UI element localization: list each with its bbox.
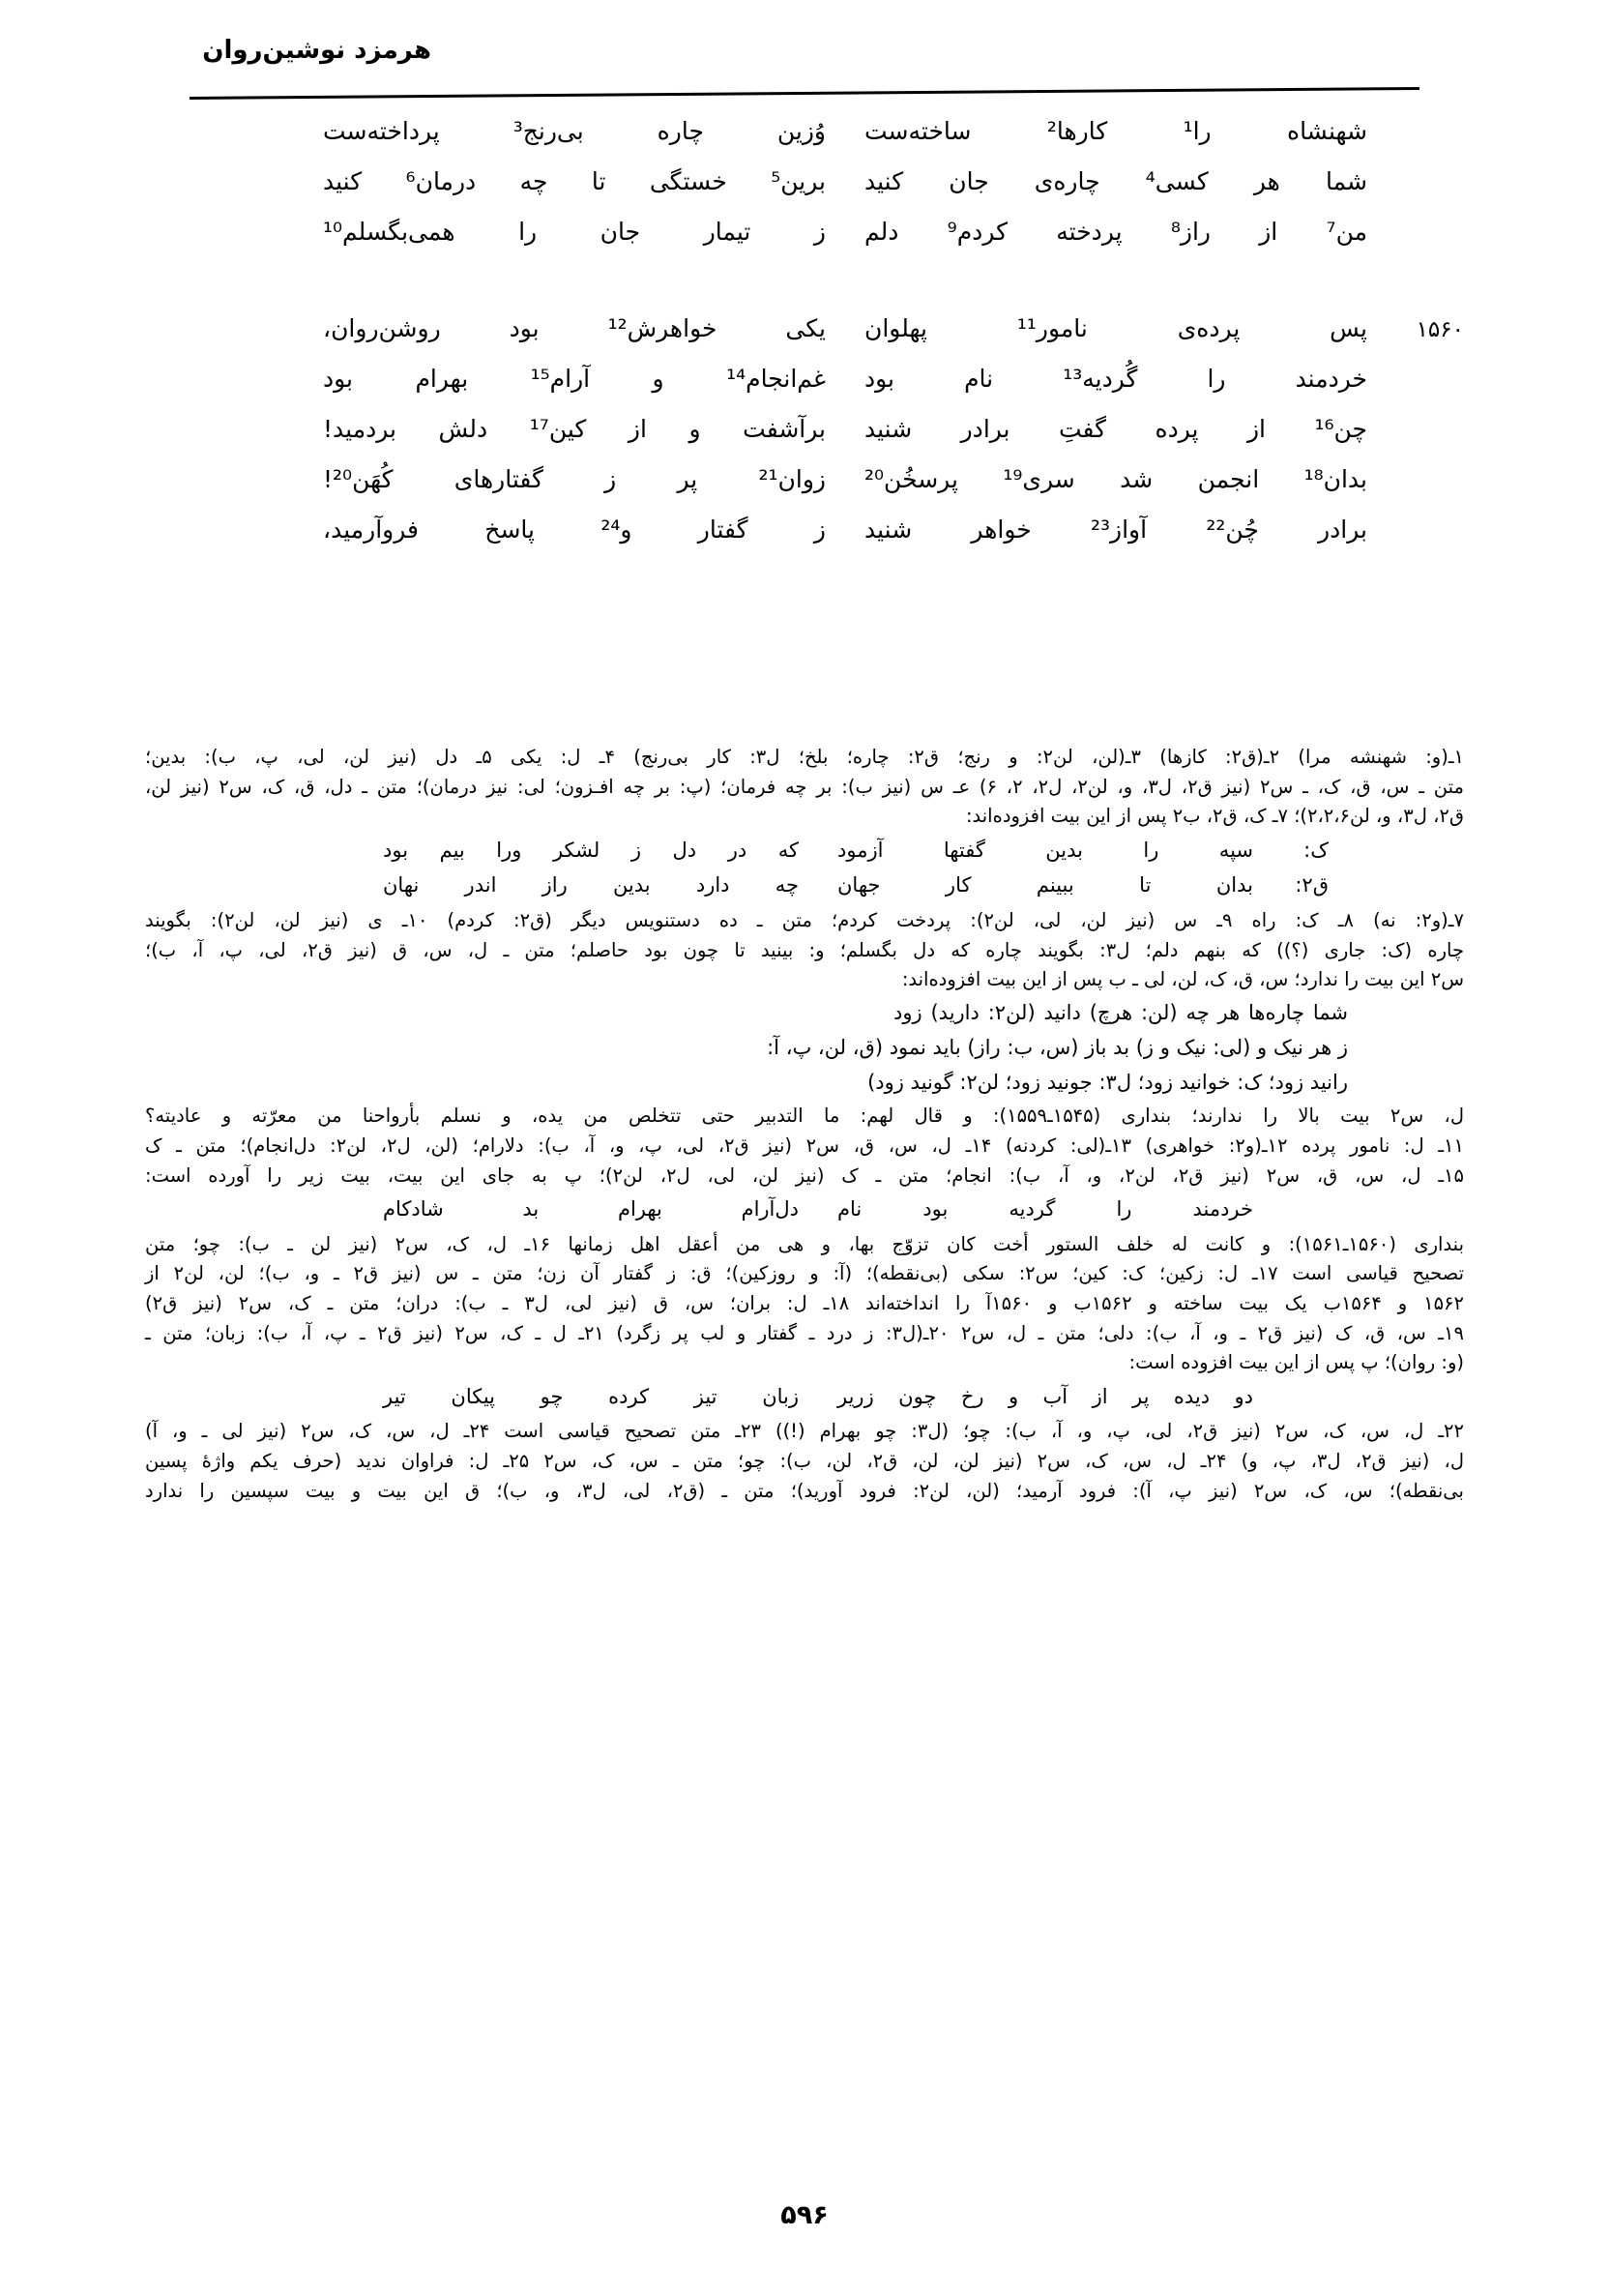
verse-group — [145, 313, 1464, 565]
quote-hemistich-left: چه دارد بدین راز اندر نهان — [383, 873, 799, 898]
critical-apparatus — [145, 743, 1464, 1506]
apparatus-line: ق۲، ل۳، و، لن۲،۲،۶)؛ ۷ـ ک، ق۲، ب۲ پس از این بیت افزوده‌اند: — [965, 805, 1464, 828]
verse-area — [145, 116, 1464, 611]
quote-witness-label: ق۲: — [1295, 873, 1329, 898]
running-head: هرمزد نوشین‌روان — [202, 36, 431, 65]
verse-line — [145, 464, 1464, 515]
hemistich-left: وُزین چاره بی‌رنج³ پرداخته‌ست — [323, 117, 826, 145]
header-rule — [190, 87, 1419, 100]
verse-line — [145, 364, 1464, 414]
hemistich-left: ز گفتار و²⁴ پاسخ فروآرمید، — [323, 515, 826, 544]
apparatus-line: ۱۱ـ ل: نامور پرده ۱۲ـ(و۲: خواهری) ۱۳ـ(لی: کردنه) ۱۴ـ ل، س، ق، س۲ (نیز ق۲، لی، پ، و، آ، ب): دلارام؛ (لن، ل۲، لن۲: دل‌انجام)؛ متن ـ ک — [145, 1134, 1464, 1158]
verse-line — [145, 116, 1464, 166]
quote-hemistich-left: زبان تیز کرده چو پیکان تیر — [383, 1384, 799, 1408]
hemistich-left: برین⁵ خستگی تا چه درمان⁶ کنید — [323, 167, 826, 195]
apparatus-quote-line — [145, 1194, 1464, 1225]
quote-hemistich-right: بدان تا ببینم کار جهان — [837, 873, 1253, 898]
verse-line — [145, 166, 1464, 217]
verse-group — [145, 116, 1464, 267]
quote-hemistich-right: سپه را بدین گفتها آزمود — [837, 838, 1253, 862]
verse-line — [145, 515, 1464, 565]
page-number: ۵۹۶ — [780, 2200, 829, 2230]
quote-hemistich-right: ز هر نیک و (لی: نیک و ز) بد باز (س، ب: راز) باید نمود (ق، لن، پ، آ: — [767, 1035, 1348, 1059]
quote-hemistich-right: دو دیده پر از آب و رخ چون زریر — [837, 1384, 1253, 1408]
hemistich-left: ز تیمار جان را همی‌بگسلم¹⁰ — [323, 218, 826, 246]
hemistich-right: بدان¹⁸ انجمن شد سری¹⁹ پرسخُن²⁰ — [864, 465, 1367, 493]
hemistich-right: شما هر کسی⁴ چاره‌ی جان کنید — [864, 167, 1367, 195]
apparatus-line: ۱۵۶۲ و ۱۵۶۴ب یک بیت ساخته و ۱۵۶۲ب و ۱۵۶۰آ را انداخته‌اند ۱۸ـ ل: بران؛ س، ق (نیز لی، ل۳ ـ ب): دران؛ متن ـ ک، س۲ (نیز ق۲) — [145, 1292, 1464, 1315]
quote-hemistich-left: که در دل ز لشکر ورا بیم بود — [383, 838, 799, 862]
quote-hemistich-right: رانید زود؛ ک: خوانید زود؛ ل۳: جونید زود؛ لن۲: گونید زود) — [867, 1070, 1348, 1094]
apparatus-line: ۱ـ(و: شهنشه مرا) ۲ـ(ق۲: کازها) ۳ـ(لن، لن۲: و رنج؛ ق۲: چاره؛ بلخ؛ ل۳: کار بی‌رنج) ۴ـ ل: یکی ۵ـ دل (نیز لن، لی، پ، ب): بدین؛ — [145, 746, 1465, 768]
hemistich-left: برآشفت و از کین¹⁷ دلش بردمید! — [323, 415, 827, 443]
apparatus-line: (و: روان)؛ پ پس از این بیت افزوده است: — [1128, 1351, 1464, 1374]
apparatus-quote-line — [145, 1068, 1464, 1099]
quote-hemistich-left: دل‌آرام بهرام بد شادکام — [383, 1197, 799, 1222]
hemistich-right: برادر چُن²² آواز²³ خواهر شنید — [864, 515, 1368, 544]
apparatus-line: ۱۹ـ س، ق، ک (نیز ق۲ ـ و، آ، ب): دلی؛ متن ـ ل، س۲ ۲۰ـ(ل۳: ز درد ـ گفتار و لب پر زگرد) ۲۱ـ ل ـ ک، س۲ (نیز ق۲ ـ پ، آ، ب): زبان؛ متن ـ — [145, 1321, 1464, 1344]
verse-number: ۱۵۶۰ — [1416, 317, 1464, 342]
hemistich-right: شهنشاه را¹ کارها² ساخته‌ست — [864, 117, 1367, 145]
quote-hemistich-right: خردمند را گردیه بود نام — [837, 1197, 1253, 1222]
apparatus-line: ل، س۲ بیت بالا را ندارند؛ بنداری (۱۵۴۵ـ۱۵۵۹): و قال لهم: ما التدبیر حتی تتخلص من یده، و نسلم بأرواحنا من معرّته و عادیته؟ — [145, 1104, 1464, 1128]
apparatus-line: ل، (نیز ق۲، ل۳، پ، و) ۲۴ـ ل، س، ک، س۲ (نیز لن، لن، ق۲، لن، ب): چو؛ متن ـ س، ک، س۲ ۲۵ـ ل: فراوان ندید (حرف یکم واژهٔ پسین — [145, 1450, 1464, 1473]
apparatus-line: س۲ این بیت را ندارد؛ س، ق، ک، لن، لی ـ ب پس از این بیت افزوده‌اند: — [901, 968, 1464, 991]
hemistich-right: چن¹⁶ از پرده گفتِ برادر شنید — [864, 415, 1367, 443]
hemistich-left: غم‌انجام¹⁴ و آرام¹⁵ بهرام بود — [323, 365, 826, 393]
apparatus-quote-line — [145, 870, 1464, 901]
quote-witness-label — [1253, 1194, 1464, 1225]
apparatus-line: ۲۲ـ ل، س، ک، س۲ (نیز ق۲، لی، پ، و، آ، ب): چو؛ (ل۳: چو بهرام (!)) ۲۳ـ متن تصحیح قیاسی است ۲۴ـ ل، س، ک، س۲ (نیز لی ـ و، آ) — [145, 1420, 1464, 1443]
hemistich-left: یکی خواهرش¹² بود روشن‌روان، — [323, 314, 826, 342]
quote-witness-label: ک: — [1303, 838, 1329, 862]
apparatus-quote-line — [145, 998, 1464, 1029]
apparatus-quote-line — [145, 1033, 1464, 1064]
apparatus-line: بنداری (۱۵۶۰ـ۱۵۶۱): و کانت له خلف الستور أخت کان تزوّج بها، و هی من أعقل اهل زمانها ۱۶ـ ل، ک، س۲ (نیز لن ـ ب): چو؛ متن — [145, 1232, 1464, 1255]
verse-line — [145, 414, 1464, 464]
apparatus-quote-line — [145, 1382, 1464, 1413]
page-header — [190, 37, 1419, 95]
quote-hemistich-right: شما چاره‌ها هر چه (لن: هرچ) دانید (لن۲: دارید) زود — [893, 1000, 1348, 1024]
apparatus-quote-line — [145, 836, 1464, 867]
apparatus-line: چاره (ک: جاری (؟)) که بنهم دلم؛ ل۳: بگویند چاره که دل بگسلم؛ و: بینید تا چون بود حاصلم؛ متن ـ ل، س، ق (نیز ق۲، لی، پ، آ، ب)؛ — [145, 938, 1464, 961]
hemistich-right: پس پرده‌ی نامور¹¹ پهلوان — [864, 314, 1367, 342]
apparatus-line: ۱۵ـ ل، س، ق، س۲ (نیز ق۲، لن۲، و، آ، ب): انجام؛ متن ـ ک (نیز لن، لی، ل۲، لن۲)؛ پ به جای این بیت، بیت زیر را آورده است: — [145, 1163, 1464, 1187]
apparatus-line: بی‌نقطه)؛ س، ک، س۲ (نیز پ، آ): فرود آرمید؛ (لن، لن۲: فرود آورید)؛ متن ـ (ق۲، لی، ل۳، و، ب)؛ ق این بیت و بیت سپسین را ندارد — [145, 1479, 1464, 1502]
apparatus-line: ۷ـ(و۲: نه) ۸ـ ک: راه ۹ـ س (نیز لن، لی، لن۲): پردخت کردم؛ متن ـ ده دستنویس دیگر (ق۲: کردم) ۱۰ـ ی (نیز لن، لن۲): بگویند — [145, 908, 1464, 931]
apparatus-line: تصحیح قیاسی است ۱۷ـ ل: زکین؛ ک: کین؛ س۲: سکی (بی‌نقطه)؛ (آ: و روزکین)؛ ق: ز گفتار آن زن؛ متن ـ س (نیز ق۲ ـ و، ب)؛ لن، لن۲ از — [145, 1262, 1465, 1285]
hemistich-right: خردمند را گُردیه¹³ نام بود — [864, 365, 1368, 393]
hemistich-left: زوان²¹ پر ز گفتارهای کُهَن²⁰! — [323, 465, 826, 493]
quote-witness-label — [1253, 1382, 1464, 1413]
verse-line — [145, 313, 1464, 364]
apparatus-line: متن ـ س، ق، ک، ـ س۲ (نیز ق۲، ل۳، و، لن۲، ل۲، ۲، ۶) عـ س (نیز ب): بر چه فرمان؛ (پ: بر چه افـزون؛ لی: نیز درمان)؛ متن ـ دل، ق، ک، س۲ (نیز لن، — [145, 775, 1464, 798]
hemistich-right: من⁷ از راز⁸ پردخته کردم⁹ دلم — [864, 218, 1367, 246]
verse-line — [145, 217, 1464, 267]
